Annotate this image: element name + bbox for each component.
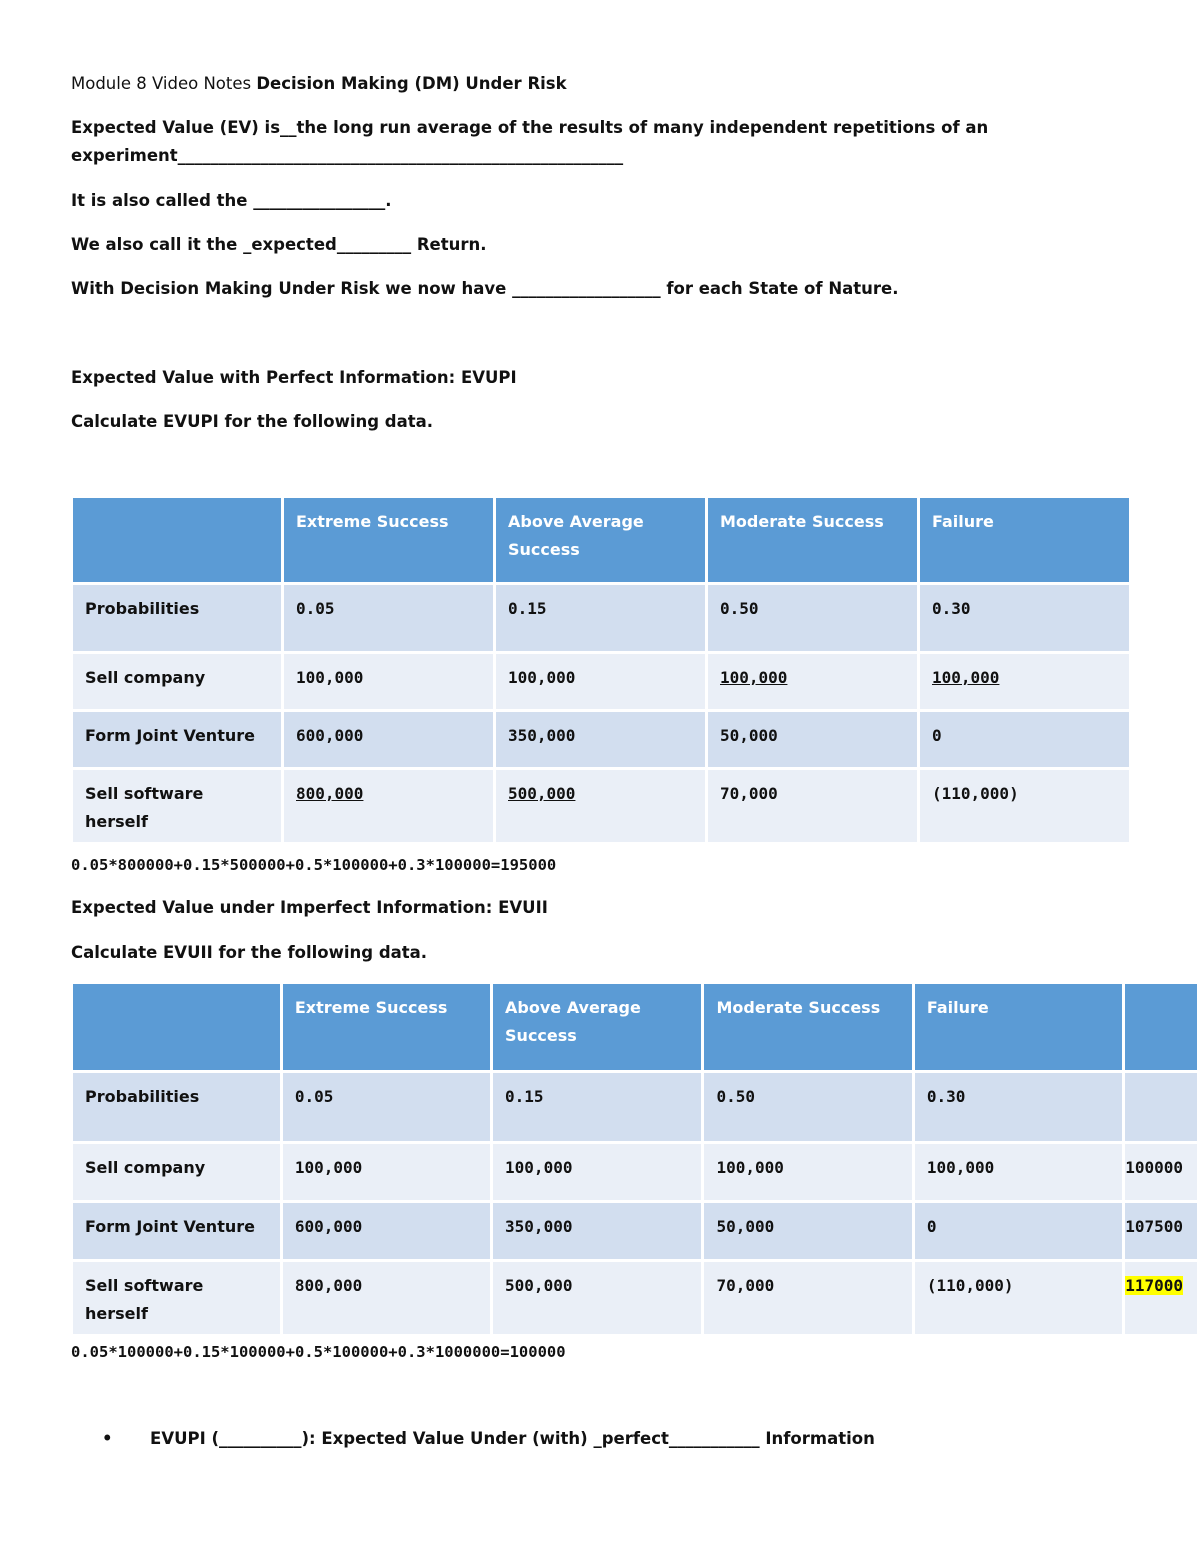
row-label: Probabilities bbox=[73, 585, 281, 651]
row-label: Form Joint Venture bbox=[73, 712, 281, 767]
header-cell-extreme-success: Extreme Success bbox=[283, 984, 490, 1070]
table-row bbox=[73, 654, 1129, 709]
table-cell: 100,000 bbox=[283, 1144, 490, 1200]
table-cell: 100,000 bbox=[704, 1144, 911, 1200]
header-cell-expected-value bbox=[1125, 984, 1197, 1070]
header-cell-above-average-success bbox=[496, 498, 705, 582]
table-cell: 0.50 bbox=[704, 1073, 911, 1141]
header-cell-empty bbox=[73, 984, 280, 1070]
table-cell bbox=[708, 654, 917, 709]
table-cell: (110,000) bbox=[920, 770, 1129, 842]
header-cell-failure: Failure bbox=[920, 498, 1129, 582]
table-cell: 600,000 bbox=[283, 1203, 490, 1259]
table-row bbox=[73, 1144, 1197, 1200]
table-cell: 0.05 bbox=[284, 585, 493, 651]
cell-value-underlined: 100,000 bbox=[932, 668, 1000, 687]
header-cell-failure: Failure bbox=[915, 984, 1122, 1070]
table-cell: 0.05 bbox=[283, 1073, 490, 1141]
evupi-bullet-item bbox=[102, 1429, 875, 1448]
table-row bbox=[73, 712, 1129, 767]
header-cell-moderate-success: Moderate Success bbox=[704, 984, 911, 1070]
page-title: Decision Making (DM) Under Risk bbox=[256, 74, 567, 93]
evupi-instruction: Calculate EVUPI for the following data. bbox=[71, 412, 434, 431]
table-row bbox=[73, 585, 1129, 651]
evuii-instruction: Calculate EVUII for the following data. bbox=[71, 943, 428, 962]
table-cell: 800,000 bbox=[283, 1262, 490, 1334]
table-row bbox=[73, 1262, 1197, 1334]
table-row bbox=[73, 1203, 1197, 1259]
table-cell bbox=[1125, 1073, 1197, 1141]
dm-under-risk-line: With Decision Making Under Risk we now have __________________ for each State of Nature. bbox=[71, 279, 899, 298]
cell-value-underlined: 800,000 bbox=[296, 784, 364, 803]
table-cell: 350,000 bbox=[493, 1203, 701, 1259]
expected-value-cell: 107500 bbox=[1125, 1203, 1197, 1259]
table-cell: 0.30 bbox=[920, 585, 1129, 651]
table-cell: 0.15 bbox=[496, 585, 705, 651]
row-label: Probabilities bbox=[73, 1073, 280, 1141]
table-cell: 70,000 bbox=[708, 770, 917, 842]
module-title-line bbox=[71, 74, 567, 94]
also-called-line: It is also called the ________________. bbox=[71, 191, 392, 210]
table-cell bbox=[496, 770, 705, 842]
evupi-heading: Expected Value with Perfect Information: EVUPI bbox=[71, 368, 517, 387]
table-cell: 50,000 bbox=[708, 712, 917, 767]
header-cell-empty bbox=[73, 498, 281, 582]
evuii-payoff-table bbox=[70, 981, 1200, 1337]
ev-definition-line-2: experiment______________________________________________________ bbox=[71, 146, 624, 165]
table-cell: 70,000 bbox=[704, 1262, 911, 1334]
table-cell: 350,000 bbox=[496, 712, 705, 767]
table-header-row bbox=[73, 984, 1197, 1070]
row-label: Sell company bbox=[73, 1144, 280, 1200]
table-row bbox=[73, 770, 1129, 842]
bullet-icon: • bbox=[102, 1429, 113, 1448]
table-header-row bbox=[73, 498, 1129, 582]
header-cell-moderate-success: Moderate Success bbox=[708, 498, 917, 582]
table-cell: 100,000 bbox=[493, 1144, 701, 1200]
header-label: Above Average Success bbox=[505, 998, 641, 1045]
highlighted-max-value: 117000 bbox=[1125, 1276, 1183, 1295]
cell-value-underlined: 500,000 bbox=[508, 784, 576, 803]
table-cell: 0.30 bbox=[915, 1073, 1122, 1141]
row-label: Sell software herself bbox=[73, 770, 281, 842]
header-cell-above-average-success bbox=[493, 984, 701, 1070]
row-label: Sell company bbox=[73, 654, 281, 709]
table-cell: 0.50 bbox=[708, 585, 917, 651]
header-cell-extreme-success: Extreme Success bbox=[284, 498, 493, 582]
table-row bbox=[73, 1073, 1197, 1141]
evupi-formula: 0.05*800000+0.15*500000+0.5*100000+0.3*100000=195000 bbox=[71, 856, 557, 874]
expected-value-cell: 100000 bbox=[1125, 1144, 1197, 1200]
table-cell: 600,000 bbox=[284, 712, 493, 767]
expected-return-line: We also call it the _expected_________ Return. bbox=[71, 235, 487, 254]
table-cell: 50,000 bbox=[704, 1203, 911, 1259]
table-cell: 0.15 bbox=[493, 1073, 701, 1141]
evupi-payoff-table bbox=[70, 495, 1132, 845]
ev-definition-line-1: Expected Value (EV) is__the long run average of the results of many independent repetitions of an bbox=[71, 118, 989, 137]
cell-value-underlined: 100,000 bbox=[720, 668, 788, 687]
table-cell: 0 bbox=[915, 1203, 1122, 1259]
row-label: Sell software herself bbox=[73, 1262, 280, 1334]
module-label: Module 8 Video Notes bbox=[71, 74, 257, 93]
table-cell: 0 bbox=[920, 712, 1129, 767]
table-cell: 100,000 bbox=[496, 654, 705, 709]
table-cell: 100,000 bbox=[915, 1144, 1122, 1200]
table-cell bbox=[920, 654, 1129, 709]
expected-value-cell bbox=[1125, 1262, 1197, 1334]
header-label: Above Average Success bbox=[508, 512, 644, 559]
table-cell: 500,000 bbox=[493, 1262, 701, 1334]
bullet-text: EVUPI (__________): Expected Value Under (with) _perfect___________ Information bbox=[150, 1429, 875, 1448]
table-cell: 100,000 bbox=[284, 654, 493, 709]
table-cell bbox=[284, 770, 493, 842]
table-cell: (110,000) bbox=[915, 1262, 1122, 1334]
evuii-heading: Expected Value under Imperfect Information: EVUII bbox=[71, 898, 548, 917]
evuii-formula: 0.05*100000+0.15*100000+0.5*100000+0.3*1000000=100000 bbox=[71, 1343, 566, 1361]
row-label: Form Joint Venture bbox=[73, 1203, 280, 1259]
